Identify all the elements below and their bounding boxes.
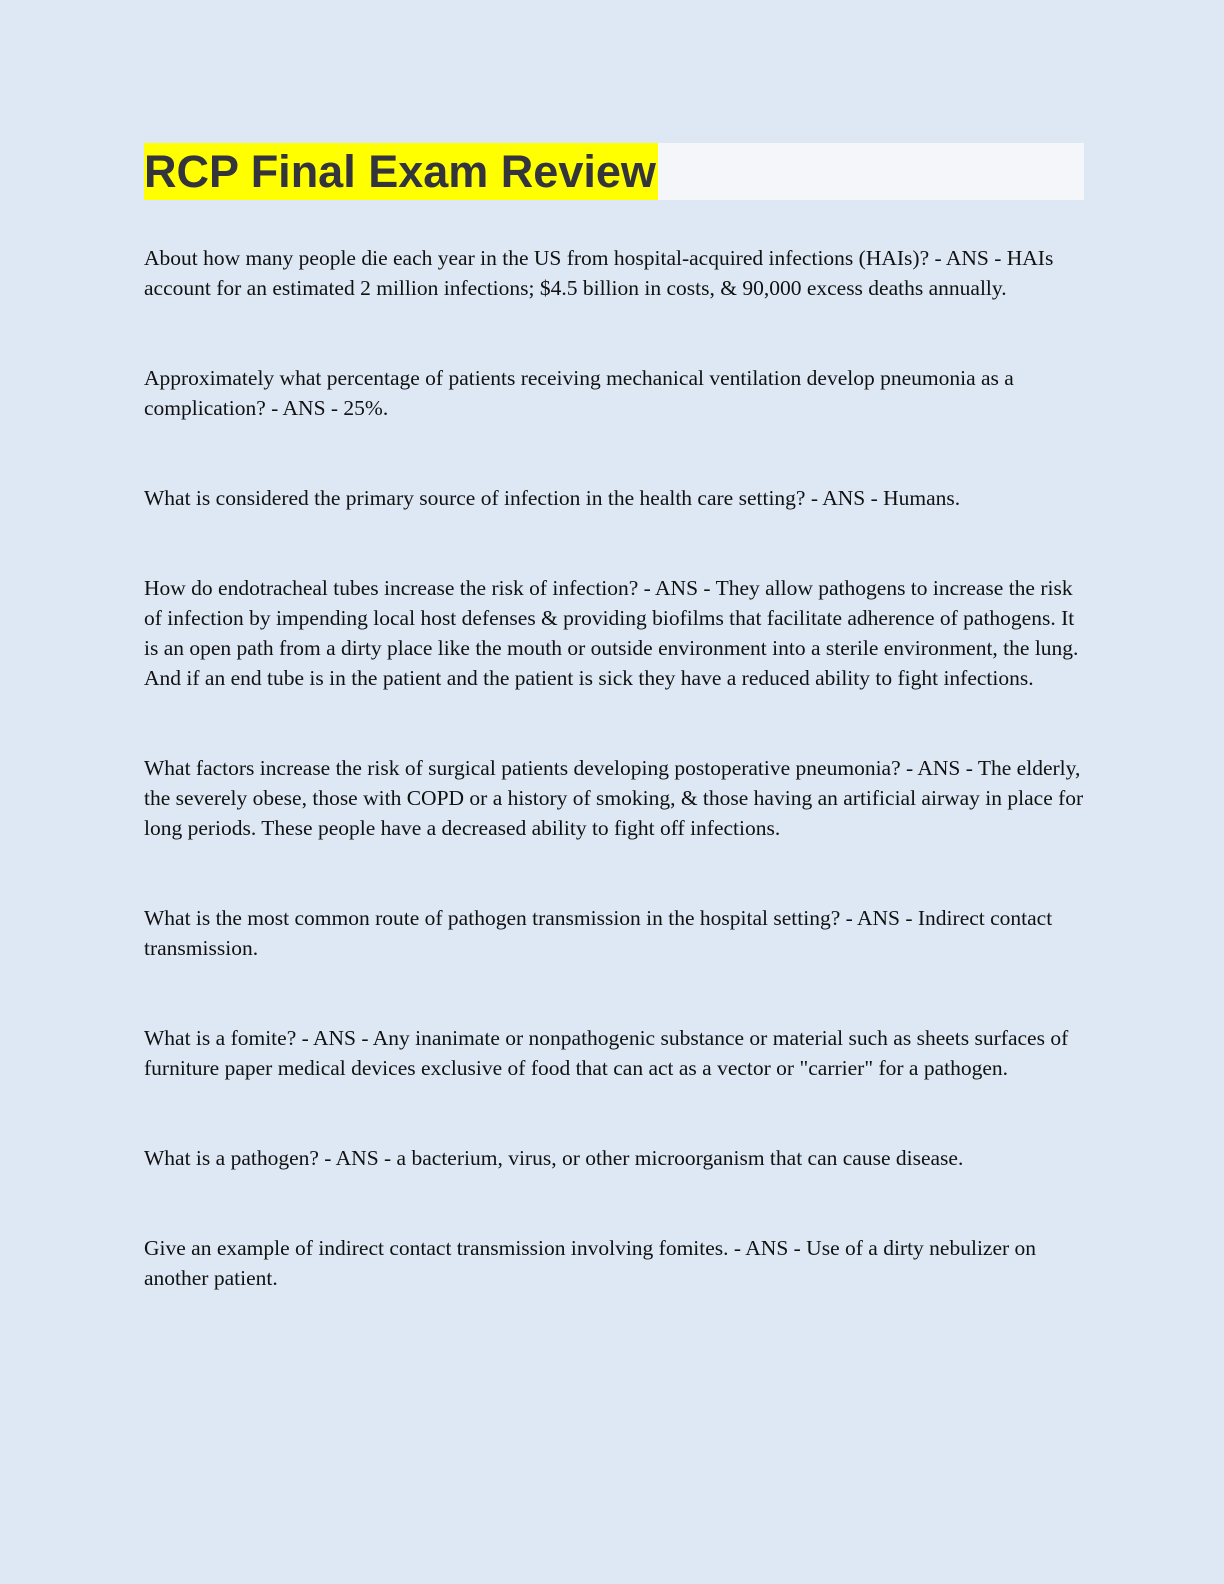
page-title: RCP Final Exam Review <box>144 143 658 200</box>
qa-item-8: What is a pathogen? - ANS - a bacterium, virus, or other microorganism that can cause disease. <box>144 1146 964 1170</box>
title-band <box>144 143 1084 200</box>
qa-item-6: What is the most common route of pathogen transmission in the hospital setting? - ANS - Indirect contact transmission. <box>144 906 1053 960</box>
document-page <box>144 143 1084 1353</box>
qa-list <box>144 243 1084 1293</box>
qa-item-4: How do endotracheal tubes increase the risk of infection? - ANS - They allow pathogens to increase the risk of infection by impending local host defenses & providing biofilms that facilitate adherence of pathogens. It is an open path from a dirty place like the mouth or outside environment into a sterile environment, the lung. And if an end tube is in the patient and the patient is sick they have a reduced ability to fight infections. <box>144 576 1079 690</box>
qa-item-5: What factors increase the risk of surgical patients developing postoperative pneumonia? - ANS - The elderly, the severely obese, those with COPD or a history of smoking, & those having an artificial airway in place for long periods. These people have a decreased ability to fight off infections. <box>144 756 1084 840</box>
qa-item-3: What is considered the primary source of infection in the health care setting? - ANS - Humans. <box>144 486 961 510</box>
qa-item-7: What is a fomite? - ANS - Any inanimate or nonpathogenic substance or material such as sheets surfaces of furniture paper medical devices exclusive of food that can act as a vector or "carrier" for a pathogen. <box>144 1026 1069 1080</box>
qa-item-1: About how many people die each year in the US from hospital-acquired infections (HAIs)? - ANS - HAIs account for an estimated 2 million infections; $4.5 billion in costs, & 90,000 excess deaths annually. <box>144 246 1054 300</box>
qa-item-9: Give an example of indirect contact transmission involving fomites. - ANS - Use of a dirty nebulizer on another patient. <box>144 1236 1037 1290</box>
qa-item-2: Approximately what percentage of patients receiving mechanical ventilation develop pneumonia as a complication? - ANS - 25%. <box>144 366 1014 420</box>
